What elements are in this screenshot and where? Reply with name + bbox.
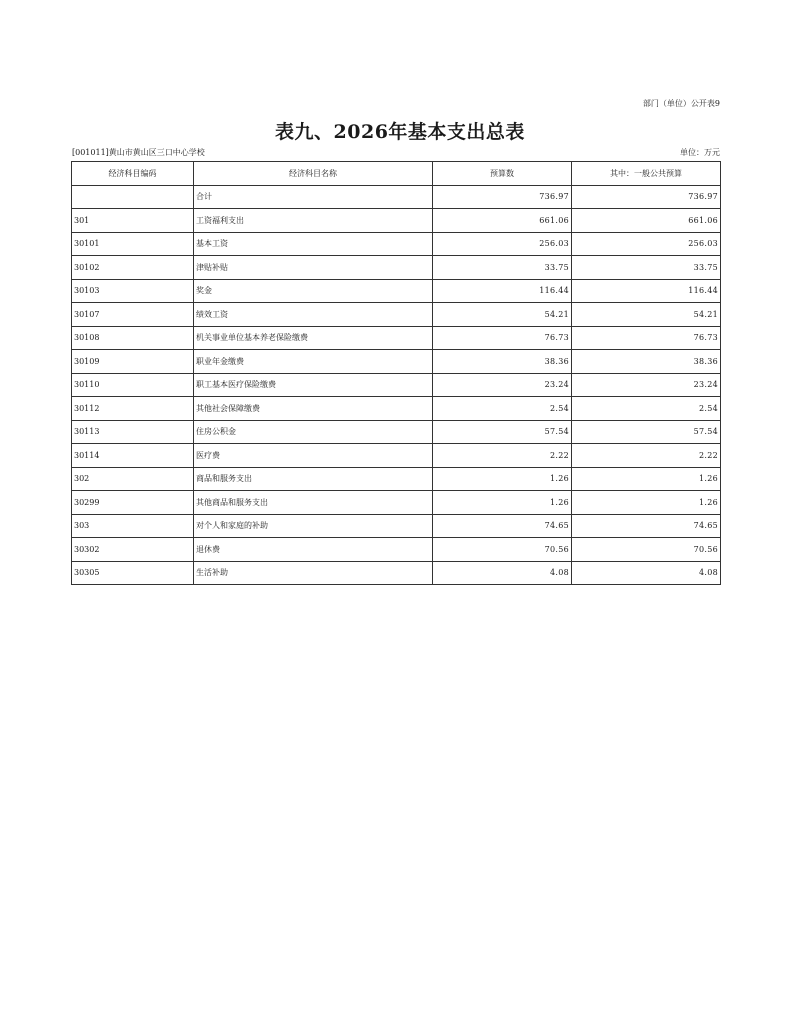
- cell-code: 301: [72, 209, 194, 233]
- table-row: [72, 326, 721, 350]
- cell-name: 商品和服务支出: [194, 467, 433, 491]
- cell-budget: 76.73: [433, 326, 572, 350]
- table-row: [72, 491, 721, 515]
- cell-name: 其他社会保障缴费: [194, 397, 433, 421]
- cell-budget: 2.54: [433, 397, 572, 421]
- table-row: [72, 303, 721, 327]
- cell-general-budget: 2.54: [572, 397, 721, 421]
- cell-code: 30107: [72, 303, 194, 327]
- cell-budget: 74.65: [433, 514, 572, 538]
- cell-budget: 38.36: [433, 350, 572, 374]
- cell-budget: 33.75: [433, 256, 572, 280]
- cell-code: 30299: [72, 491, 194, 515]
- table-row: [72, 444, 721, 468]
- cell-general-budget: 2.22: [572, 444, 721, 468]
- cell-budget: 256.03: [433, 232, 572, 256]
- cell-name: 职业年金缴费: [194, 350, 433, 374]
- cell-general-budget: 661.06: [572, 209, 721, 233]
- unit-label: 单位：万元: [680, 148, 720, 157]
- form-number-label: 部门（单位）公开表9: [642, 99, 720, 108]
- cell-general-budget: 23.24: [572, 373, 721, 397]
- cell-name: 职工基本医疗保险缴费: [194, 373, 433, 397]
- table-row: [72, 232, 721, 256]
- cell-general-budget: 256.03: [572, 232, 721, 256]
- cell-budget: 2.22: [433, 444, 572, 468]
- cell-name: 住房公积金: [194, 420, 433, 444]
- table-row: [72, 561, 721, 585]
- cell-general-budget: 736.97: [572, 185, 721, 209]
- cell-code: 30113: [72, 420, 194, 444]
- cell-name: 生活补助: [194, 561, 433, 585]
- cell-name: 对个人和家庭的补助: [194, 514, 433, 538]
- cell-budget: 57.54: [433, 420, 572, 444]
- cell-budget: 4.08: [433, 561, 572, 585]
- cell-code: 30108: [72, 326, 194, 350]
- cell-budget: 736.97: [433, 185, 572, 209]
- cell-name: 工资福利支出: [194, 209, 433, 233]
- column-header-general-budget: 其中：一般公共预算: [572, 162, 721, 186]
- cell-code: 303: [72, 514, 194, 538]
- table-row: [72, 467, 721, 491]
- cell-general-budget: 38.36: [572, 350, 721, 374]
- cell-code: 30302: [72, 538, 194, 562]
- cell-code: 30305: [72, 561, 194, 585]
- cell-name: 津贴补贴: [194, 256, 433, 280]
- cell-code: 30103: [72, 279, 194, 303]
- table-row: [72, 397, 721, 421]
- cell-name: 机关事业单位基本养老保险缴费: [194, 326, 433, 350]
- table-row: [72, 209, 721, 233]
- cell-code: 30109: [72, 350, 194, 374]
- cell-general-budget: 1.26: [572, 491, 721, 515]
- column-header-name: 经济科目名称: [194, 162, 433, 186]
- cell-name: 医疗费: [194, 444, 433, 468]
- cell-general-budget: 116.44: [572, 279, 721, 303]
- cell-general-budget: 4.08: [572, 561, 721, 585]
- page-title: 表九、2026年基本支出总表: [275, 121, 525, 143]
- cell-name: 合计: [194, 185, 433, 209]
- cell-name: 其他商品和服务支出: [194, 491, 433, 515]
- column-header-budget: 预算数: [433, 162, 572, 186]
- cell-general-budget: 54.21: [572, 303, 721, 327]
- cell-budget: 70.56: [433, 538, 572, 562]
- table-row: [72, 350, 721, 374]
- cell-general-budget: 76.73: [572, 326, 721, 350]
- cell-code: 30112: [72, 397, 194, 421]
- cell-general-budget: 74.65: [572, 514, 721, 538]
- table-row: [72, 538, 721, 562]
- cell-budget: 54.21: [433, 303, 572, 327]
- cell-code: 30102: [72, 256, 194, 280]
- cell-code: 30110: [72, 373, 194, 397]
- cell-budget: 1.26: [433, 491, 572, 515]
- cell-general-budget: 57.54: [572, 420, 721, 444]
- table-row: [72, 514, 721, 538]
- cell-budget: 116.44: [433, 279, 572, 303]
- basic-expenditure-table: [71, 161, 721, 585]
- table-row: [72, 279, 721, 303]
- cell-name: 绩效工资: [194, 303, 433, 327]
- cell-name: 奖金: [194, 279, 433, 303]
- cell-code: 30114: [72, 444, 194, 468]
- table-row-total: [72, 185, 721, 209]
- cell-budget: 661.06: [433, 209, 572, 233]
- table-row: [72, 256, 721, 280]
- organization-label: [001011]黄山市黄山区三口中心学校: [72, 148, 205, 157]
- cell-name: 退休费: [194, 538, 433, 562]
- cell-name: 基本工资: [194, 232, 433, 256]
- cell-general-budget: 70.56: [572, 538, 721, 562]
- table-header-row: [72, 162, 721, 186]
- cell-budget: 23.24: [433, 373, 572, 397]
- cell-general-budget: 33.75: [572, 256, 721, 280]
- cell-code: 302: [72, 467, 194, 491]
- table-row: [72, 373, 721, 397]
- column-header-code: 经济科目编码: [72, 162, 194, 186]
- table-row: [72, 420, 721, 444]
- cell-code: 30101: [72, 232, 194, 256]
- cell-budget: 1.26: [433, 467, 572, 491]
- cell-general-budget: 1.26: [572, 467, 721, 491]
- cell-code: [72, 185, 194, 209]
